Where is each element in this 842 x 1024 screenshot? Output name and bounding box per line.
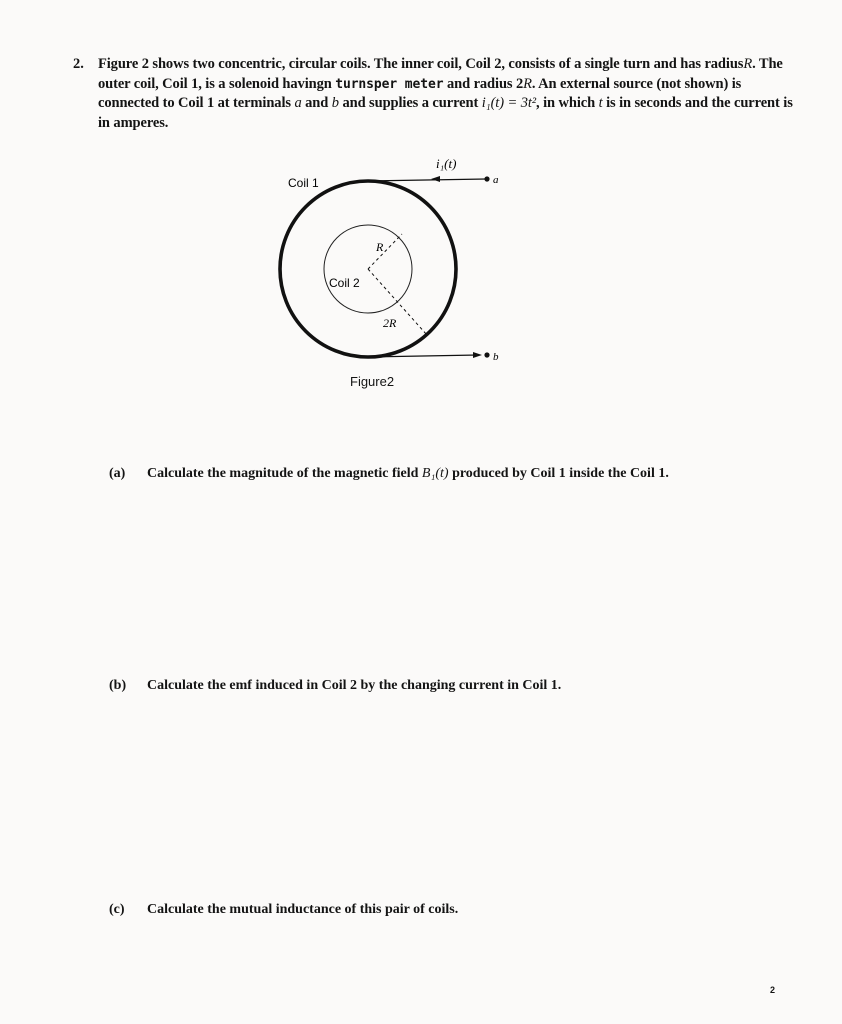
question-line-1	[98, 55, 788, 75]
radius-2R-label: 2R	[383, 316, 397, 330]
terminal-b-label: b	[493, 351, 499, 363]
part-b	[109, 678, 561, 694]
question-text-segment: and supplies a current	[342, 95, 479, 111]
var-b: b	[331, 95, 339, 111]
arrow-current-in	[431, 176, 440, 182]
part-b-label: (b)	[109, 678, 127, 693]
question-text	[98, 55, 793, 133]
question-text-segment: connected to Coil 1 at terminals	[98, 95, 291, 111]
figure-caption: Figure2	[350, 374, 395, 389]
question-text-segment: , in which	[536, 95, 596, 111]
question-text-segment: Figure 2 shows two concentric, circular coils. The inner coil, Coil 2, consists of a single turn and has radius	[98, 56, 744, 72]
part-b-text: Calculate the emf induced in Coil 2 by the changing current in Coil 1.	[147, 678, 562, 693]
figure-2	[270, 150, 530, 400]
var-t: t	[598, 95, 603, 111]
lead-a	[368, 179, 486, 181]
question-text-segment: and	[305, 95, 329, 111]
question-number: 2.	[73, 56, 84, 72]
magnetic-field-symbol: B₁(t)	[421, 466, 449, 481]
part-a-label: (a)	[109, 466, 126, 481]
part-c	[109, 902, 458, 918]
page-number: 2	[770, 985, 776, 995]
coil-1-label: Coil 1	[288, 176, 319, 190]
question-text-segment: outer coil, Coil 1, is a solenoid havingn	[98, 75, 332, 92]
radius-R-label: R	[376, 240, 384, 254]
terminal-a-label: a	[493, 174, 499, 186]
current-equation: i₁(t) = 3t²	[481, 95, 537, 111]
arrow-current-out	[473, 352, 482, 358]
var-R: R	[743, 56, 753, 72]
question-text-segment: . An external source (not shown) is	[531, 75, 742, 92]
question-line-4: in amperes.	[98, 114, 169, 131]
question-text-segment: is in seconds and the current is	[606, 95, 793, 111]
terminal-a-dot	[484, 176, 489, 181]
turns-per-meter-text: turnsper meter	[335, 76, 444, 92]
part-a-text-end: produced by Coil 1 inside the Coil 1.	[452, 466, 669, 481]
terminal-b-dot	[484, 352, 489, 357]
part-a	[109, 466, 669, 482]
question-text-segment: . The	[752, 56, 783, 72]
radius-2R-line	[368, 269, 427, 335]
coil-diagram	[270, 150, 530, 400]
part-c-text: Calculate the mutual inductance of this pair of coils.	[147, 902, 459, 917]
question-line-3	[98, 94, 793, 114]
part-a-text: Calculate the magnitude of the magnetic field	[147, 466, 419, 481]
radius-R-line	[368, 234, 402, 269]
question-line-2	[98, 75, 788, 95]
question-text-segment: and radius 2	[446, 75, 524, 92]
coil-2-label: Coil 2	[329, 276, 360, 290]
var-R: R	[523, 75, 532, 92]
var-a: a	[294, 95, 302, 111]
part-c-label: (c)	[109, 902, 125, 917]
current-label: i₁(t)	[436, 156, 457, 171]
